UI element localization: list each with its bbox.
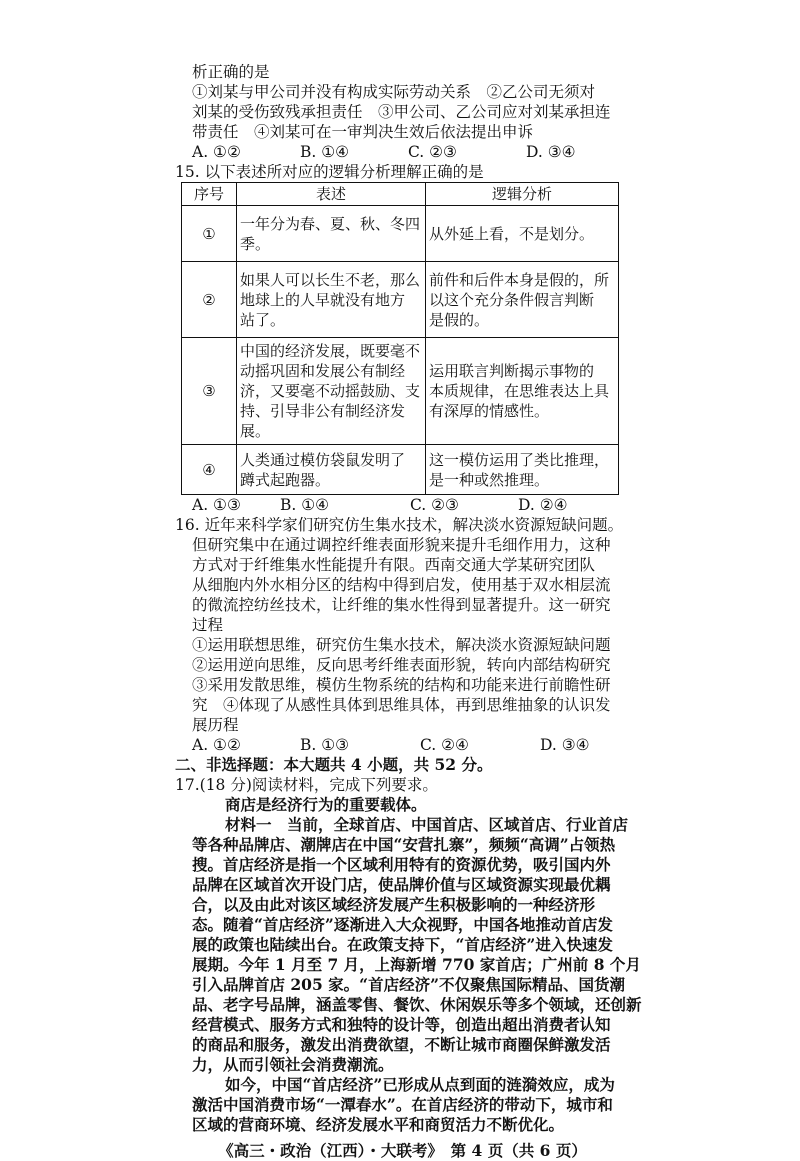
q16-line: 究 ④体现了从感性具体到思维具体，再到思维抽象的认识发 [192,696,611,714]
option-c: C. ②③ [408,143,457,161]
expr-line: 中国的经济发展，既要毫不 [240,342,421,360]
option-d: D. ③④ [540,736,590,754]
analysis-line: 从外延上看，不是划分。 [429,224,595,243]
section-heading: 二、非选择题：本大题共 4 小题，共 52 分。 [175,755,493,774]
expr-line: 济，又要毫不动摇鼓励、支 [240,382,421,400]
row-expr [237,206,426,262]
table-row [182,338,619,445]
material-line: 激活中国消费市场“一潭春水”。在首店经济的带动下，城市和 [192,1095,613,1114]
q16-line: 的微流控纺丝技术，让纤维的集水性得到显著提升。这一研究 [192,596,611,614]
col-header-num: 序号 [182,183,237,206]
row-num: ④ [182,445,237,495]
material-line: 等各种品牌店、潮牌店在中国“安营扎寨”，频频“高调”占领热 [192,835,616,854]
q16-options [175,735,630,755]
analysis-line: 以这个充分条件假言判断 [429,290,595,309]
expr-line: 一年分为春、夏、秋、冬四 [240,214,421,233]
expr-line: 季。 [240,234,271,253]
material-line: 合，以及由此对该区域经济发展产生积极影响的一种经济形 [192,895,596,914]
material-line: 展的政策也陆续出台。在政策支持下，“首店经济”进入快速发 [192,935,613,954]
row-analysis [426,445,619,495]
material-line: 区域的营商环境、经济发展水平和商贸活力不断优化。 [192,1115,565,1134]
material-line: 力，从而引领社会消费潮流。 [192,1055,394,1074]
logic-table [181,182,619,495]
q16-line: ③采用发散思维，模仿生物系统的结构和功能来进行前瞻性研 [192,676,611,694]
row-num: ② [182,262,237,338]
col-header-analysis: 逻辑分析 [426,183,619,206]
expr-line: 持、引导非公有制经济发 [240,402,406,420]
material-line: 引入品牌首店 205 家。“首店经济”不仅聚焦国际精品、国货潮 [192,975,625,994]
analysis-line: 前件和后件本身是假的，所 [429,270,610,289]
q17-intro: 商店是经济行为的重要载体。 [225,795,427,814]
q16 [175,515,630,755]
q16-line: 但研究集中在通过调控纤维表面形貌来提升毛细作用力，这种 [192,536,611,554]
q17-stem: 17.(18 分)阅读材料，完成下列要求。 [175,776,438,794]
analysis-line: 是一种或然推理。 [429,470,550,489]
row-analysis [426,206,619,262]
analysis-line: 这一模仿运用了类比推理， [429,450,610,469]
option-d: D. ②④ [518,496,568,514]
option-c: C. ②③ [410,496,459,514]
expr-line: 地球上的人早就没有地方 [240,290,406,309]
material-line: 态。随着“首店经济”逐渐进入大众视野，中国各地推动首店发 [192,915,613,934]
q14-line: 析正确的是 [192,63,270,81]
material-one-continued [175,1075,630,1135]
table-row [182,445,619,495]
material-line: 材料一 当前，全球首店、中国首店、区域首店、行业首店 [225,815,629,834]
row-analysis [426,262,619,338]
option-d: D. ③④ [526,143,576,161]
q14-options [175,142,630,162]
q15 [175,162,630,515]
option-b: B. ①④ [280,496,330,514]
material-one [175,815,642,1075]
q16-line: ②运用逆向思维，反向思考纤维表面形貌，转向内部结构研究 [192,656,611,674]
q16-line: 过程 [192,616,224,634]
q16-line: 展历程 [192,716,239,734]
option-a: A. ①③ [192,496,241,514]
q16-line: 方式对于纤维集水性能提升有限。西南交通大学某研究团队 [192,556,596,574]
option-b: B. ①③ [300,736,350,754]
expr-line: 站了。 [240,310,286,329]
q14-line: 带责任 ④刘某可在一审判决生效后依法提出申诉 [192,123,534,141]
exam-page [175,62,642,1161]
q16-line: 从细胞内外水相分区的结构中得到启发，使用基于双水相层流 [192,576,611,594]
row-expr [237,445,426,495]
material-line: 如今，中国“首店经济”已形成从点到面的涟漪效应，成为 [225,1075,615,1094]
page-footer: 《高三・政治（江西）・大联考》 第 4 页（共 6 页） [218,1141,587,1160]
option-b: B. ①④ [300,143,350,161]
q17 [175,775,642,1135]
material-line: 的商品和服务，激发出消费欲望，不断让城市商圈保鲜激发活 [192,1035,611,1054]
q16-line: ①运用联想思维，研究仿生集水技术，解决淡水资源短缺问题 [192,636,611,654]
analysis-line: 本质规律，在思维表达上具 [429,382,610,400]
row-num: ③ [182,338,237,445]
option-a: A. ①② [192,143,241,161]
expr-line: 蹲式起跑器。 [240,470,331,489]
expr-line: 人类通过模仿袋鼠发明了 [240,450,406,469]
material-line: 搜。首店经济是指一个区域利用特有的资源优势，吸引国内外 [192,855,611,874]
table-row [182,206,619,262]
row-expr [237,262,426,338]
col-header-expr: 表述 [237,183,426,206]
analysis-line: 是假的。 [429,310,490,329]
material-line: 经营模式、服务方式和独特的设计等，创造出超出消费者认知 [192,1015,611,1034]
analysis-line: 运用联言判断揭示事物的 [429,362,595,380]
analysis-line: 有深厚的情感性。 [429,402,550,420]
q14-line: 刘某的受伤致残承担责任 ③甲公司、乙公司应对刘某承担连 [192,103,611,121]
material-line: 品牌在区域首次开设门店，使品牌价值与区域资源实现最优耦 [192,875,611,894]
q16-line: 16. 近年来科学家们研究仿生集水技术，解决淡水资源短缺问题。 [175,516,624,534]
row-expr [237,338,426,445]
table-row [182,262,619,338]
expr-line: 如果人可以长生不老，那么 [240,270,421,289]
option-a: A. ①② [192,736,241,754]
table-header-row [182,183,619,206]
q15-options [175,495,630,515]
q14-line: ①刘某与甲公司并没有构成实际劳动关系 ②乙公司无须对 [192,83,596,101]
expr-line: 动摇巩固和发展公有制经 [240,362,406,380]
q15-stem: 15. 以下表述所对应的逻辑分析理解正确的是 [175,163,484,181]
q14-tail [175,62,630,162]
material-line: 品、老字号品牌，涵盖零售、餐饮、休闲娱乐等多个领域，还创新 [192,995,642,1014]
row-analysis [426,338,619,445]
material-line: 展期。今年 1 月至 7 月，上海新增 770 家首店；广州前 8 个月 [192,955,641,974]
row-num: ① [182,206,237,262]
option-c: C. ②④ [420,736,469,754]
expr-line: 展。 [240,422,271,440]
